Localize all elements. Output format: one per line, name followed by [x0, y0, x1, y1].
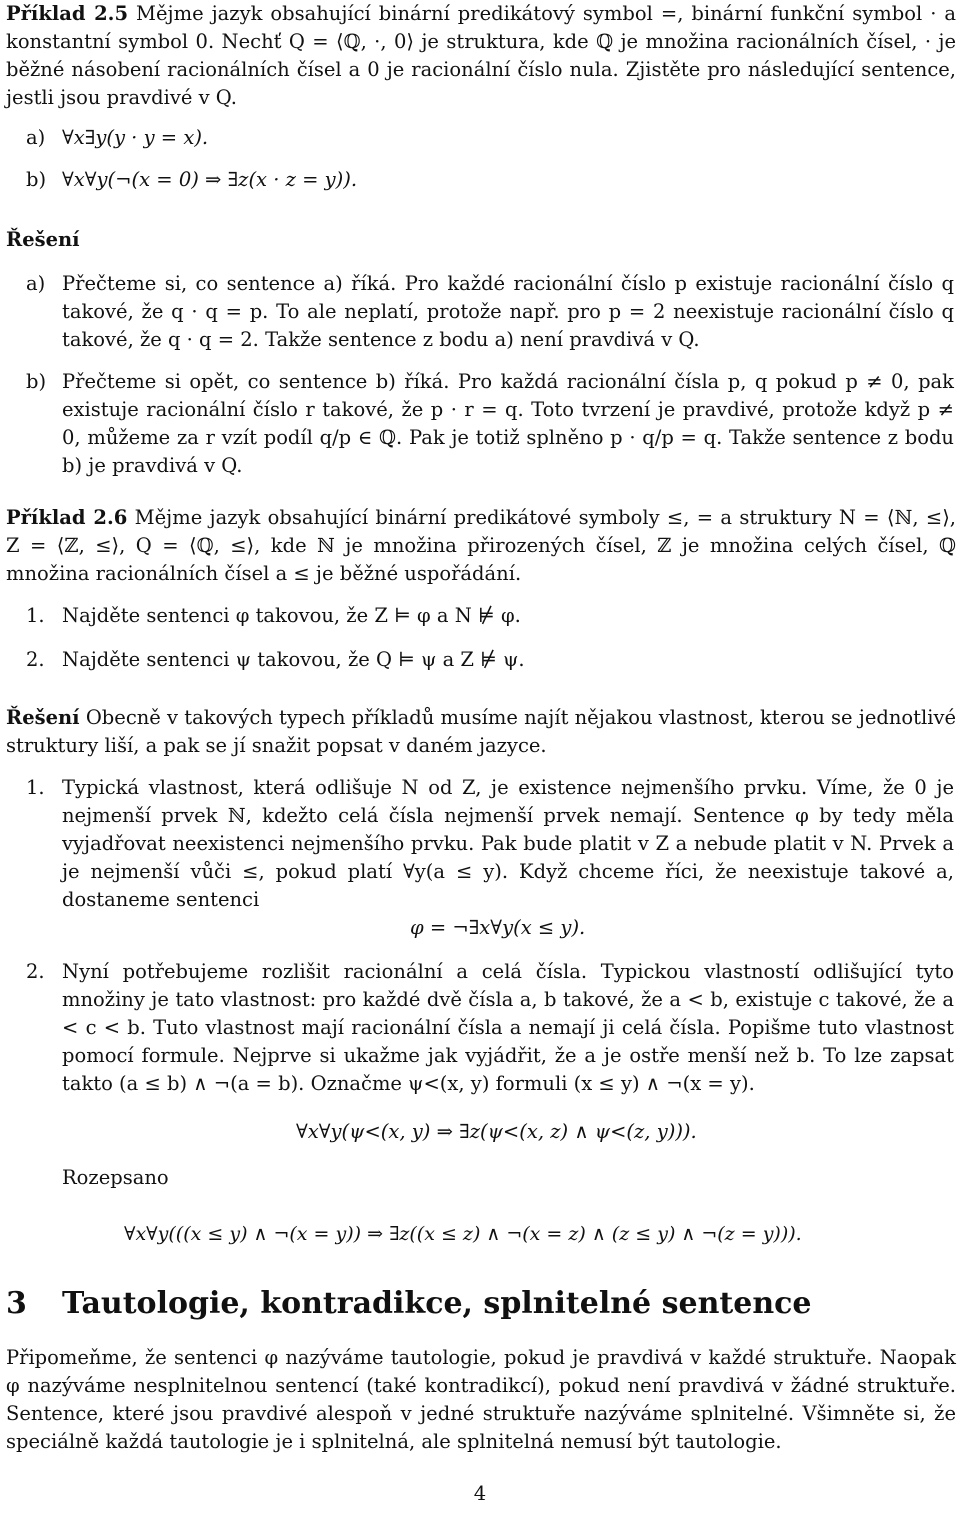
solution-2-label: 2. — [26, 960, 45, 983]
solution-1-label: 1. — [26, 776, 45, 799]
solution-2-intro — [6, 704, 956, 760]
item-a-formula: ∀x∃y(y · y = x). — [62, 126, 209, 149]
solution-heading-2: Řešení — [6, 706, 80, 729]
section-3-number: 3 — [6, 1286, 27, 1321]
example-2-6-intro — [6, 504, 956, 588]
formula-phi: φ = ¬∃x∀y(x ≤ y). — [410, 916, 586, 939]
solution-2: Nyní potřebujeme rozlišit racionální a celá čísla. Typickou vlastností odlišující tyto množiny je tato vlastnost: pro každé dvě čísla a, b takové, že a < b, existuje c takové, že a < c < b. Tuto vlastnost mají racionální čísla a nemají ji celá čísla. Popišme tuto vlastnost pomocí formule. Nejprve si ukažme jak vyjádřit, že a je ostře menší než b. To lze zapsat takto (a ≤ b) ∧ ¬(a = b). Označme ψ<(x, y) formuli (x ≤ y) ∧ ¬(x = y). — [62, 960, 954, 1095]
task-1: Najděte sentenci φ takovou, že Z ⊨ φ a N ⊭ φ. — [62, 604, 521, 627]
example-2-5-intro — [6, 0, 956, 112]
solution-a: Přečteme si, co sentence a) říká. Pro každé racionální číslo p existuje racionální číslo q takové, že q · q = p. To ale neplatí, protože např. pro p = 2 neexistuje racionální číslo q takové, že q · q = 2. Takže sentence z bodu a) není pravdivá v Q. — [62, 272, 954, 351]
section-3-body: Připomeňme, že sentenci φ nazýváme tautologie, pokud je pravdivá v každé struktuře. Naopak φ nazýváme nesplnitelnou sentencí (také kontradikcí), pokud není pravdivá v žádné struktuře. Sentence, které jsou pravdivé alespoň v jedné struktuře nazýváme splnitelné. Všimněte si, že speciálně každá tautologie je i splnitelná, ale splnitelná nemusí být tautologie. — [6, 1346, 956, 1453]
solution-b-label: b) — [26, 370, 47, 393]
expanded-label: Rozepsano — [62, 1166, 169, 1189]
example-2-5-text: Mějme jazyk obsahující binární predikátový symbol =, binární funkční symbol · a konstantní symbol 0. Nechť Q = ⟨ℚ, ·, 0⟩ je struktura, kde ℚ je množina racionálních čísel, · je běžné násobení racionálních čísel a 0 je racionální číslo nula. Zjistěte pro následující sentence, jestli jsou pravdivé v Q. — [6, 2, 957, 109]
solution-2-intro-text: Obecně v takových typech příkladů musíme najít nějakou vlastnost, kterou se jednotlivé struktury liší, a pak se jí snažit popsat v daném jazyce. — [6, 706, 957, 757]
task-1-label: 1. — [26, 604, 45, 627]
example-2-5-title: Příklad 2.5 — [6, 2, 129, 25]
task-2-label: 2. — [26, 648, 45, 671]
solution-heading-1: Řešení — [6, 228, 80, 251]
page-number: 4 — [473, 1482, 487, 1505]
section-3-heading — [6, 1284, 812, 1324]
solution-1: Typická vlastnost, která odlišuje N od Z, je existence nejmenšího prvku. Víme, že 0 je nejmenší prvek ℕ, kdežto celá čísla nejmenší prvek nemají. Sentence φ by tedy měla vyjadřovat neexistenci nejmenšího prvku. Pak bude platit v Z a nebude platit v N. Prvek a je nejmenší vůči ≤, pokud platí ∀y(a ≤ y). Když chceme říci, že neexistuje takové a, dostaneme sentenci — [62, 776, 954, 911]
solution-b: Přečteme si opět, co sentence b) říká. Pro každá racionální čísla p, q pokud p ≠ 0, pak existuje racionální číslo r takové, že p · r = q. Toto tvrzení je pravdivé, protože když p ≠ 0, můžeme za r vzít podíl q/p ∈ ℚ. Pak je totiž splněno p · q/p = q. Takže sentence z bodu b) je pravdivá v Q. — [62, 370, 954, 477]
solution-a-label: a) — [26, 272, 46, 295]
item-b-label: b) — [26, 168, 47, 191]
item-a-label: a) — [26, 126, 46, 149]
task-2: Najděte sentenci ψ takovou, že Q ⊨ ψ a Z ⊭ ψ. — [62, 648, 525, 671]
formula-psi: ∀x∀y(ψ<(x, y) ⇒ ∃z(ψ<(x, z) ∧ ψ<(z, y))). — [296, 1120, 697, 1143]
formula-expanded: ∀x∀y(((x ≤ y) ∧ ¬(x = y)) ⇒ ∃z((x ≤ z) ∧ ¬(x = z) ∧ (z ≤ y) ∧ ¬(z = y))). — [124, 1223, 802, 1245]
item-b-formula: ∀x∀y(¬(x = 0) ⇒ ∃z(x · z = y)). — [62, 168, 358, 191]
example-2-6-title: Příklad 2.6 — [6, 506, 128, 529]
example-2-6-text: Mějme jazyk obsahující binární predikátové symboly ≤, = a struktury N = ⟨ℕ, ≤⟩, Z = ⟨ℤ, ≤⟩, Q = ⟨ℚ, ≤⟩, kde ℕ je množina přirozených čísel, ℤ je množina celých čísel, ℚ množina racionálních čísel a ≤ je běžné uspořádání. — [6, 506, 956, 585]
section-3-title: Tautologie, kontradikce, splnitelné sentence — [62, 1286, 812, 1321]
